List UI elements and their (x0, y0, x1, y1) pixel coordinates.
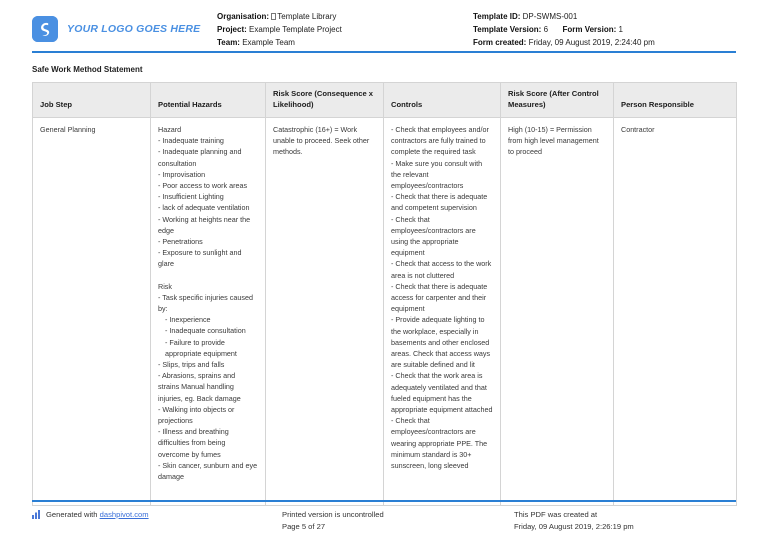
cell-text-line: - Working at heights near the edge (158, 214, 251, 235)
cell-controls (384, 118, 501, 506)
header-meta-right (473, 10, 735, 50)
cell-text-line: - Illness and breathing difficulties from being overcome by fumes (158, 427, 229, 459)
footer-page-number: Page 5 of 27 (282, 522, 326, 531)
cell-text-line: - Walking into objects or projections (158, 404, 235, 426)
cell-text-line: - lack of adequate ventilation (158, 203, 250, 213)
cell-potential-hazards (151, 118, 266, 506)
cell-text-line: - Make sure you consult with the relevant employees/contractors (391, 158, 483, 191)
cell-text-line: - Check that employees/contractors are using the appropriate equipment (391, 214, 476, 258)
cell-text-line: - Check that the work area is adequately ventilated and that fueled equipment has the appropriate equipment attached (391, 371, 493, 415)
header-meta-left (217, 10, 473, 50)
cell-text-line: - Provide adequate lighting to the workplace, especially in basements and other enclosed areas. Check that access ways are suitable defined and lit (391, 315, 491, 370)
team-value: Example Team (242, 38, 295, 48)
document-header (32, 10, 736, 50)
cell-text-line: - Inadequate consultation (165, 326, 246, 336)
table-header-row (33, 83, 737, 118)
cell-text-line: - Check that there is adequate access for carpenter and their equipment (391, 281, 488, 314)
cell-person-responsible: Contractor (614, 118, 737, 506)
footer-created-timestamp: Friday, 09 August 2019, 2:26:19 pm (514, 522, 634, 531)
cell-text-line: - Penetrations (158, 237, 203, 247)
template-id-row (473, 10, 735, 23)
cell-job-step: General Planning (33, 118, 151, 506)
column-header-job-step: Job Step (33, 83, 151, 118)
missing-glyph-icon (271, 13, 276, 20)
form-version-label: Form Version: (562, 25, 617, 35)
cell-text-line (158, 270, 258, 281)
cell-text-line: - Slips, trips and falls (158, 360, 225, 370)
footer-printed-block (282, 509, 514, 533)
cell-text-line: - Insufficient Lighting (158, 192, 224, 202)
organisation-label: Organisation: (217, 12, 270, 21)
footer-generated-text (46, 509, 149, 521)
version-row (473, 23, 735, 36)
bar-chart-icon (32, 510, 41, 523)
cell-text-line: - Inadequate planning and consultation (158, 147, 242, 168)
organisation-value: Template Library (277, 12, 337, 21)
cell-text-line: - Poor access to work areas (158, 181, 248, 191)
cell-text-line: - Inadequate training (158, 136, 224, 146)
template-version-label: Template Version: (473, 25, 542, 35)
footer-created-line1: This PDF was created at (514, 510, 598, 519)
footer-printed-line1: Printed version is uncontrolled (282, 510, 384, 519)
column-header-controls: Controls (384, 83, 501, 118)
team-label: Team: (217, 38, 240, 48)
footer-created-block (514, 509, 736, 533)
column-header-risk-score-after: Risk Score (After Control Measures) (501, 83, 614, 118)
cell-text-line: - Improvisation (158, 169, 206, 179)
cell-text-line: - Check that employees/contractors are wearing appropriate PPE. The minimum standard is 30+ sunscreen, long sleeved (391, 416, 488, 471)
logo-text: YOUR LOGO GOES HERE (67, 23, 201, 35)
document-footer (32, 509, 736, 533)
swms-table (32, 82, 737, 506)
cell-text-line: - Skin cancer, sunburn and eye damage (158, 460, 258, 482)
cell-risk-score-consequence: Catastrophic (16+) = Work unable to proceed. Seek other methods. (266, 118, 384, 506)
organisation-row (217, 10, 473, 23)
cell-risk-score-after: High (10-15) = Permission from high level management to proceed (501, 118, 614, 506)
cell-text-line: - Check that access to the work area is not cluttered (391, 259, 492, 280)
form-version-value: 1 (618, 25, 623, 35)
cell-text-line: - Failure to provide appropriate equipment (165, 337, 237, 358)
cell-text-line: - Exposure to sunlight and glare (158, 248, 242, 269)
dashpivot-link[interactable]: dashpivot.com (99, 510, 149, 519)
cell-text-line: Hazard (158, 125, 182, 134)
logo-mark-icon (32, 16, 58, 42)
logo-block (32, 10, 217, 42)
project-label: Project: (217, 25, 247, 35)
column-header-person-responsible: Person Responsible (614, 83, 737, 118)
table-row (33, 118, 737, 506)
swms-table-wrapper (32, 82, 736, 506)
cell-text-line: - Abrasions, sprains and strains Manual handling injuries, eg. Back damage (158, 371, 241, 403)
template-version-value: 6 (543, 25, 549, 35)
cell-text-line: - Check that employees and/or contractors are fully trained to complete the required task (391, 125, 489, 157)
cell-text-line: - Check that there is adequate and competent supervision (391, 192, 488, 213)
template-id-value: DP-SWMS-001 (522, 12, 578, 21)
team-row (217, 36, 473, 49)
cell-text-line: Risk (158, 281, 172, 291)
template-id-label: Template ID: (473, 12, 521, 21)
page-title: Safe Work Method Statement (32, 65, 143, 74)
footer-generated-prefix: Generated with (46, 510, 98, 519)
column-header-potential-hazards: Potential Hazards (151, 83, 266, 118)
project-row (217, 23, 473, 36)
form-created-value: Friday, 09 August 2019, 2:24:40 pm (528, 38, 655, 48)
header-divider (32, 51, 736, 53)
footer-divider (32, 500, 736, 502)
footer-generated-block (32, 509, 282, 533)
cell-text-line: - Inexperience (165, 315, 211, 325)
cell-text-line: - Task specific injuries caused by: (158, 292, 253, 314)
form-created-label: Form created: (473, 38, 527, 48)
column-header-risk-score-consequence: Risk Score (Consequence x Likelihood) (266, 83, 384, 118)
project-value: Example Template Project (249, 25, 342, 35)
form-created-row (473, 36, 735, 49)
